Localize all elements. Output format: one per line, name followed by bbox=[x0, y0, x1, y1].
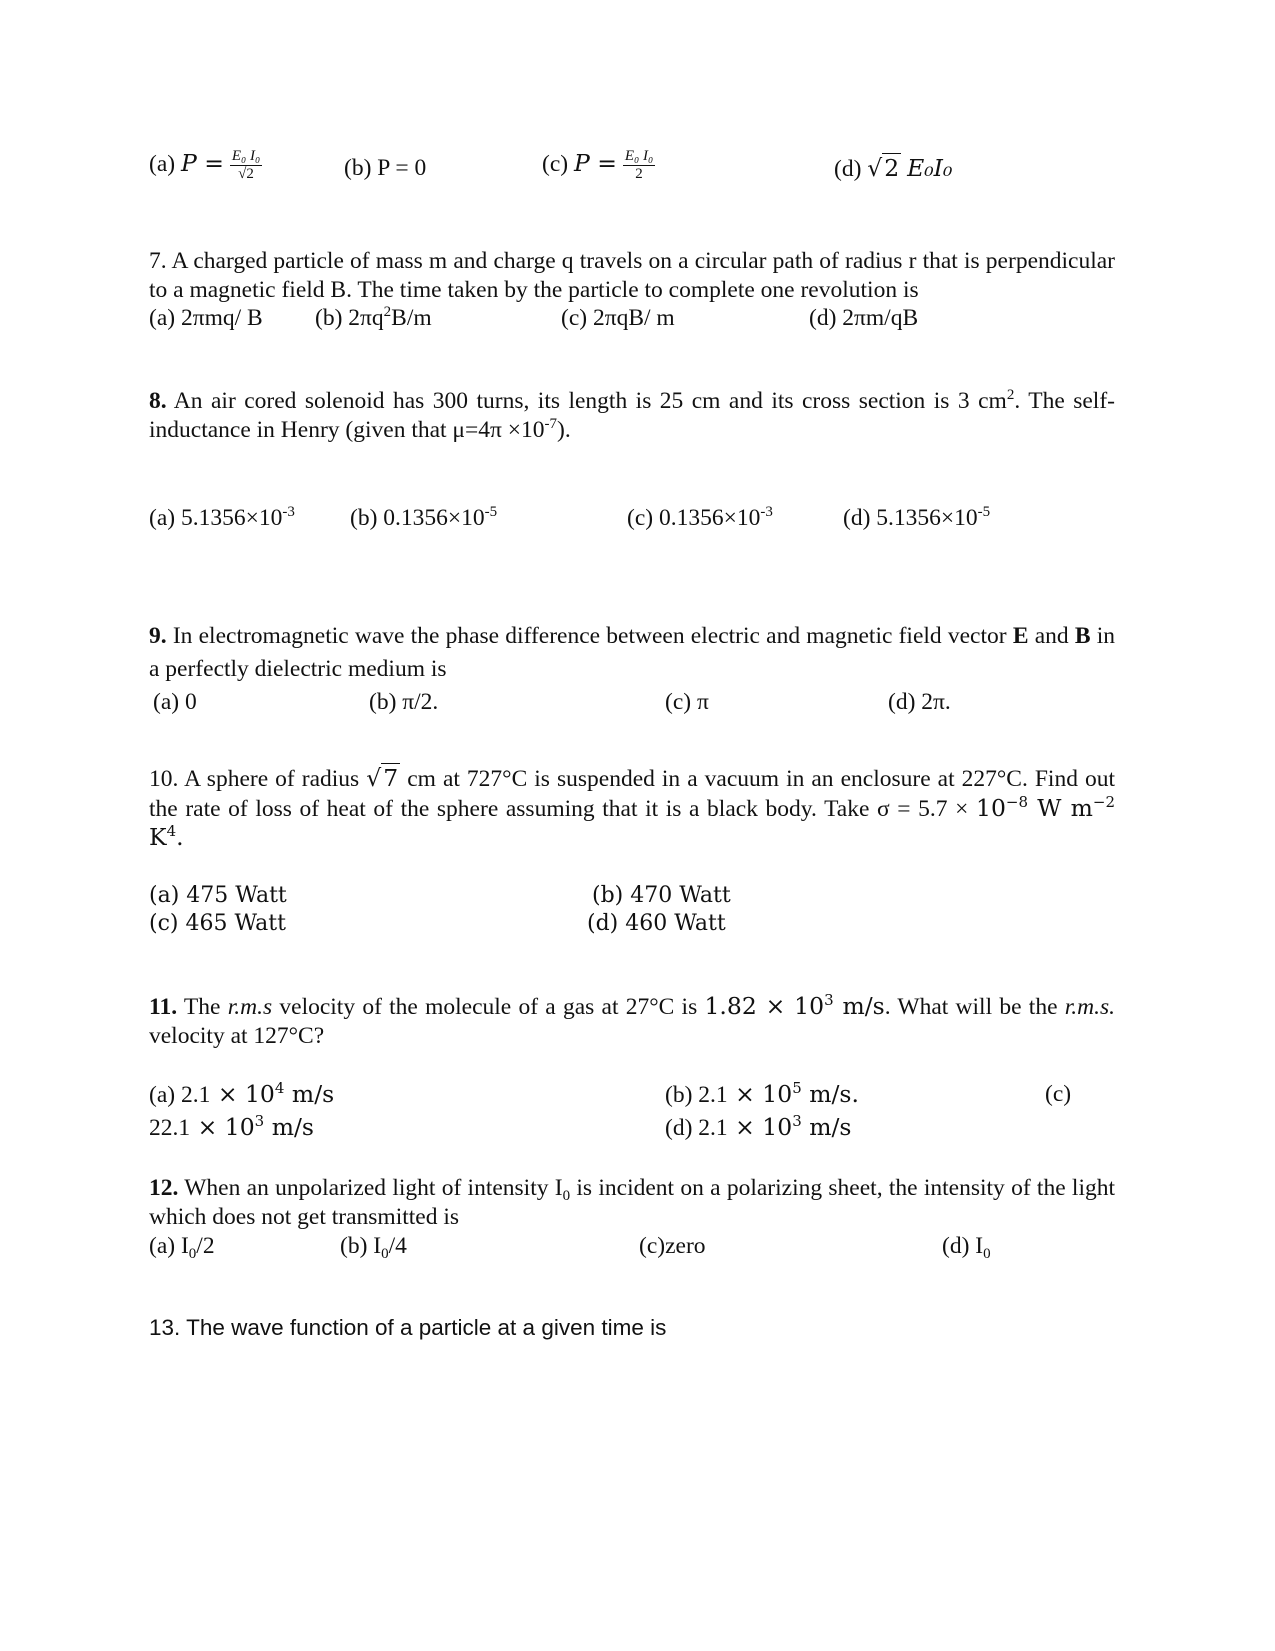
q9-option-d: (d) 2π. bbox=[888, 689, 951, 715]
q6-option-c bbox=[542, 148, 655, 183]
q12-body-pre: When an unpolarized light of intensity I bbox=[184, 1175, 563, 1201]
q11-value-exp: 3 bbox=[824, 991, 834, 1009]
q8-option-b bbox=[350, 504, 497, 532]
q10-option-c: (c) 465 Watt bbox=[149, 911, 286, 936]
q11-option-a-exp: 4 bbox=[274, 1079, 285, 1097]
q10-sqrt: √7 bbox=[366, 764, 399, 792]
q6-option-c-fraction bbox=[623, 148, 655, 183]
q11-body-mid: velocity of the molecule of a gas at 27°C is bbox=[279, 994, 698, 1020]
q8-body-post: ). bbox=[557, 416, 571, 443]
q6-option-a-numerator: E₀ I₀ bbox=[231, 148, 261, 164]
q6-option-d-rest: E₀I₀ bbox=[907, 154, 953, 182]
q10-const-unit1: W m bbox=[1028, 793, 1093, 822]
q11-option-d-math: × 10 bbox=[727, 1113, 793, 1141]
q11-option-b bbox=[665, 1080, 859, 1109]
q8-option-c-base: (c) 0.1356×10 bbox=[627, 505, 761, 531]
q11-option-a-pre: (a) 2.1 bbox=[149, 1082, 211, 1108]
q12-option-b bbox=[340, 1232, 407, 1260]
q11-option-b-exp: 5 bbox=[792, 1079, 802, 1097]
q12-option-d-pre: (d) I bbox=[942, 1233, 984, 1259]
q11-option-a bbox=[149, 1080, 334, 1109]
q7-option-b-pre: (b) 2πq bbox=[315, 305, 384, 331]
q9-text bbox=[149, 620, 1115, 686]
q12-option-b-post: /4 bbox=[388, 1233, 407, 1259]
q10-const-exp2: −2 bbox=[1092, 792, 1115, 811]
q8-number: 8. bbox=[149, 388, 167, 414]
q11-option-c-math: × 10 bbox=[190, 1113, 255, 1141]
q7-option-c: (c) 2πqB/ m bbox=[561, 305, 675, 331]
q6-option-d-radicand: 2 bbox=[884, 154, 900, 182]
q7-body: A charged particle of mass m and charge q travels on a circular path of radius r that is perpendicular to a magnetic field B. The time taken by the particle to complete one revolution is bbox=[149, 248, 1115, 303]
q10-body-post: cm at 727°C is suspended in a vacuum in an enclosure at 227°C. Find out the rate of loss of heat of the sphere assuming that it is a black body. Take σ = 5.7 × bbox=[149, 766, 1116, 822]
q7-option-b-post: B/m bbox=[391, 305, 432, 331]
q6-option-d-sqrt: √2 bbox=[867, 154, 900, 182]
q8-option-b-base: (b) 0.1356×10 bbox=[350, 505, 485, 531]
q7-option-d: (d) 2πm/qB bbox=[809, 305, 919, 331]
q11-rms-2: r.m.s. bbox=[1064, 994, 1116, 1020]
q9-and: and bbox=[1034, 623, 1069, 649]
q7-number: 7. bbox=[149, 248, 167, 274]
q12-option-a bbox=[149, 1232, 215, 1260]
q11-option-d-unit: m/s bbox=[801, 1113, 852, 1141]
q6-option-a-denominator: √2 bbox=[238, 166, 254, 182]
q6-option-d-label: (d) bbox=[834, 156, 862, 182]
q13-text: 13. The wave function of a particle at a given time is bbox=[149, 1315, 667, 1340]
q9-vector-e: E bbox=[1012, 623, 1029, 649]
q9-body-post: in a perfectly dielectric medium is bbox=[149, 623, 1116, 682]
q8-option-a-base: (a) 5.1356×10 bbox=[149, 505, 283, 531]
q12-option-a-post: /2 bbox=[196, 1233, 215, 1259]
q8-option-c bbox=[627, 504, 773, 532]
q12-option-d-sub: 0 bbox=[983, 1246, 991, 1262]
q10-const-end: . bbox=[176, 823, 184, 851]
q10-const-exp1: −8 bbox=[1005, 792, 1029, 811]
q6-option-a-lhs: P = bbox=[180, 148, 224, 177]
q11-option-a-unit: m/s bbox=[284, 1080, 335, 1108]
q11-body-pre: The bbox=[183, 994, 221, 1020]
q11-option-d bbox=[665, 1113, 851, 1142]
q8-option-d bbox=[843, 504, 990, 532]
q11-rms-1: r.m.s bbox=[227, 994, 273, 1020]
q6-option-a-fraction bbox=[230, 148, 262, 183]
q11-option-a-math: × 10 bbox=[210, 1080, 275, 1108]
q6-option-d bbox=[834, 154, 952, 183]
q10-const-base: 10 bbox=[976, 793, 1006, 822]
q11-body-end: velocity at 127°C? bbox=[149, 1022, 325, 1049]
q8-option-a-exp: -3 bbox=[282, 504, 295, 520]
q9-option-b: (b) π/2. bbox=[369, 689, 439, 715]
q12-body-sub: 0 bbox=[562, 1188, 571, 1204]
q12-option-c: (c)zero bbox=[639, 1233, 706, 1259]
q6-option-a bbox=[149, 148, 262, 183]
q8-text bbox=[149, 387, 1115, 444]
q11-option-b-pre: (b) 2.1 bbox=[665, 1082, 728, 1108]
q8-option-c-exp: -3 bbox=[760, 504, 773, 520]
q6-option-a-label: (a) bbox=[149, 150, 176, 177]
q7-text bbox=[149, 247, 1115, 304]
q11-value-base: 1.82 × 10 bbox=[704, 992, 825, 1020]
q11-option-c bbox=[149, 1113, 314, 1142]
q6-option-c-lhs: P = bbox=[573, 148, 617, 177]
q11-option-b-unit: m/s. bbox=[801, 1080, 859, 1108]
q11-body-post: . What will be the bbox=[884, 994, 1058, 1020]
q11-option-d-exp: 3 bbox=[792, 1112, 802, 1130]
q8-option-b-exp: -5 bbox=[484, 504, 498, 520]
q10-const-exp3: 4 bbox=[166, 822, 177, 840]
q12-text bbox=[149, 1174, 1115, 1231]
q8-body-sup2: -7 bbox=[544, 415, 558, 432]
q12-option-d bbox=[942, 1232, 991, 1260]
q12-number: 12. bbox=[149, 1175, 179, 1201]
q11-option-c-label: (c) bbox=[1045, 1081, 1072, 1107]
q7-option-a: (a) 2πmq/ B bbox=[149, 305, 263, 331]
q11-text bbox=[149, 992, 1115, 1050]
q10-const-unit2: K bbox=[149, 823, 167, 851]
q11-option-b-math: × 10 bbox=[727, 1080, 793, 1108]
q8-option-d-exp: -5 bbox=[977, 504, 991, 520]
q12-option-a-pre: (a) I bbox=[149, 1233, 189, 1259]
q10-option-d: (d) 460 Watt bbox=[587, 911, 726, 936]
q9-number: 9. bbox=[149, 623, 167, 649]
q6-option-b: (b) P = 0 bbox=[344, 155, 427, 181]
q10-option-a: (a) 475 Watt bbox=[149, 883, 287, 908]
q8-body-mid: . The self-inductance in Henry (given that μ=4π ×10 bbox=[149, 388, 1115, 443]
q7-option-b-sup: 2 bbox=[383, 304, 392, 320]
q11-option-c-unit: m/s bbox=[264, 1113, 314, 1141]
q6-option-c-numerator: E₀ I₀ bbox=[624, 148, 654, 164]
q10-body-pre: 10. A sphere of radius bbox=[149, 766, 360, 792]
q12-body-post: is incident on a polarizing sheet, the intensity of the light which does not get transmitted is bbox=[149, 1175, 1116, 1230]
q9-body-pre: In electromagnetic wave the phase difference between electric and magnetic field vector bbox=[172, 623, 1007, 649]
q10-option-b: (b) 470 Watt bbox=[592, 883, 731, 908]
q10-text bbox=[149, 764, 1115, 853]
q10-radicand: 7 bbox=[383, 764, 399, 792]
q6-option-c-denominator: 2 bbox=[635, 166, 643, 182]
q11-option-d-pre: (d) 2.1 bbox=[665, 1115, 728, 1141]
q7-option-b bbox=[315, 304, 432, 332]
q11-value-unit: m/s bbox=[833, 992, 885, 1020]
q12-option-b-pre: (b) I bbox=[340, 1233, 382, 1259]
q11-number: 11. bbox=[149, 994, 178, 1020]
q12-option-b-sub: 0 bbox=[381, 1246, 389, 1262]
q9-option-a: (a) 0 bbox=[153, 689, 197, 715]
q9-option-c: (c) π bbox=[665, 689, 709, 715]
q11-option-c-exp: 3 bbox=[254, 1112, 265, 1130]
q6-option-c-label: (c) bbox=[542, 150, 569, 177]
q11-value bbox=[704, 992, 884, 1020]
q8-option-a bbox=[149, 504, 295, 532]
q8-body-pre: An air cored solenoid has 300 turns, its length is 25 cm and its cross section is 3 cm bbox=[173, 388, 1007, 414]
q12-option-a-sub: 0 bbox=[188, 1246, 197, 1262]
q8-body-sup: 2 bbox=[1006, 387, 1015, 403]
q11-option-c-val: 22.1 bbox=[149, 1115, 191, 1141]
q9-vector-b: B bbox=[1074, 623, 1091, 649]
q8-option-d-base: (d) 5.1356×10 bbox=[843, 505, 978, 531]
